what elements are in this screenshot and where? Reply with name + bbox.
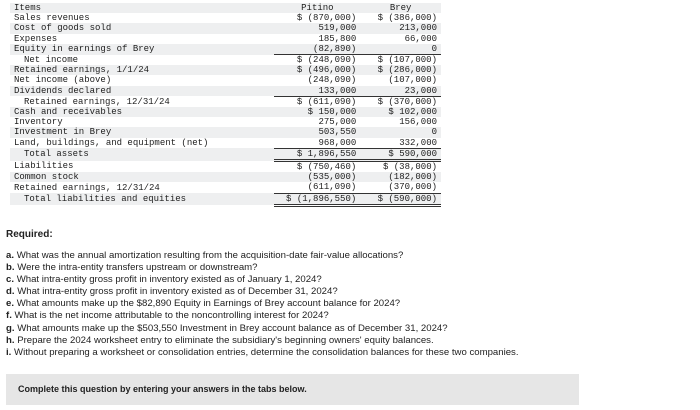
header-pitino: Pitino (274, 3, 360, 13)
pitino-value: (535,000) (274, 172, 360, 182)
row-label: Net income (10, 55, 274, 66)
table-row (10, 44, 441, 55)
question-letter: d. (6, 286, 15, 298)
pitino-value: 185,800 (274, 34, 360, 44)
table-row (10, 193, 441, 205)
question-text: What is the net income attributable to the noncontrolling interest for 2024? (14, 310, 329, 322)
question-letter: b. (6, 262, 15, 274)
brey-value: 23,000 (360, 86, 441, 97)
header-items: Items (10, 3, 274, 13)
question-item (6, 347, 519, 359)
brey-value: $ 590,000 (360, 148, 441, 160)
brey-value: (182,000) (360, 172, 441, 182)
table-row (10, 138, 441, 149)
question-text: What intra-entity gross profit in inventory existed as of January 1, 2024? (16, 274, 322, 286)
brey-value: 0 (360, 127, 441, 137)
row-label: Land, buildings, and equipment (net) (10, 138, 274, 149)
pitino-value: $ (750,460) (274, 161, 360, 173)
table-row (10, 34, 441, 44)
row-label: Equity in earnings of Brey (10, 44, 274, 55)
brey-value: 66,000 (360, 34, 441, 44)
table-header-row (10, 3, 441, 13)
question-letter: g. (6, 322, 15, 334)
row-label: Expenses (10, 34, 274, 44)
brey-value: 156,000 (360, 117, 441, 127)
question-text: Prepare the 2024 worksheet entry to eliminate the subsidiary's beginning owners' equity balances. (17, 334, 434, 346)
table-row (10, 117, 441, 127)
table-row (10, 107, 441, 117)
question-letter: a. (6, 250, 15, 261)
question-item (6, 298, 519, 310)
required-heading: Required: (6, 229, 53, 240)
table-row (10, 182, 441, 193)
row-label: Cash and receivables (10, 107, 274, 117)
row-label: Common stock (10, 172, 274, 182)
row-label: Inventory (10, 117, 274, 127)
question-list (6, 250, 519, 359)
table-row (10, 172, 441, 182)
pitino-value: 275,000 (274, 117, 360, 127)
question-item (6, 310, 519, 322)
row-label: Dividends declared (10, 86, 274, 97)
instruction-banner (6, 374, 579, 405)
instruction-text: Complete this question by entering your answers in the tabs below. (18, 384, 307, 394)
question-letter: h. (6, 334, 15, 346)
table-row (10, 65, 441, 75)
table-row (10, 75, 441, 85)
pitino-value: (82,890) (274, 44, 360, 55)
pitino-value: (248,090) (274, 75, 360, 85)
row-label: Net income (above) (10, 75, 274, 85)
pitino-value: 503,550 (274, 127, 360, 137)
brey-value: 213,000 (360, 23, 441, 33)
brey-value: 332,000 (360, 138, 441, 149)
row-label: Retained earnings, 12/31/24 (10, 182, 274, 193)
question-text: What amounts make up the $82,890 Equity in Earnings of Brey account balance for 2024? (16, 298, 401, 310)
pitino-value: $ (611,090) (274, 96, 360, 107)
row-label: Cost of goods sold (10, 23, 274, 33)
question-item (6, 335, 519, 347)
question-text: What intra-entity gross profit in inventory existed as of December 31, 2024? (17, 286, 338, 298)
question-item (6, 250, 519, 262)
question-letter: c. (6, 274, 15, 286)
pitino-value: $ (496,000) (274, 65, 360, 75)
question-text: What amounts make up the $503,550 Investment in Brey account balance as of December 31, 2024? (17, 322, 448, 334)
question-text: Were the intra-entity transfers upstream or downstream? (17, 262, 258, 274)
brey-value: $ (286,000) (360, 65, 441, 75)
pitino-value: 133,000 (274, 86, 360, 97)
pitino-value: $ 150,000 (274, 107, 360, 117)
table-row (10, 161, 441, 173)
row-label: Investment in Brey (10, 127, 274, 137)
pitino-value: $ (1,896,550) (274, 193, 360, 205)
row-label: Retained earnings, 12/31/24 (10, 96, 274, 107)
question-letter: i. (6, 346, 12, 358)
brey-value: 0 (360, 44, 441, 55)
brey-value: $ (370,000) (360, 96, 441, 107)
pitino-value: $ (248,090) (274, 55, 360, 66)
brey-value: $ (107,000) (360, 55, 441, 66)
question-text: Without preparing a worksheet or consolidation entries, determine the consolidation balances for these two companies. (14, 346, 519, 358)
pitino-value: $ (870,000) (274, 13, 360, 23)
brey-value: (107,000) (360, 75, 441, 85)
table-row (10, 13, 441, 23)
question-item (6, 262, 519, 274)
brey-value: $ 102,000 (360, 107, 441, 117)
question-item (6, 323, 519, 335)
question-item (6, 274, 519, 286)
row-label: Total assets (10, 148, 274, 160)
table-row (10, 127, 441, 137)
row-label: Sales revenues (10, 13, 274, 23)
header-brey: Brey (360, 3, 441, 13)
financial-table (10, 3, 441, 207)
table-row (10, 148, 441, 160)
pitino-value: $ 1,896,550 (274, 148, 360, 160)
row-label: Total liabilities and equities (10, 193, 274, 205)
table-row (10, 23, 441, 33)
question-letter: f. (6, 310, 12, 322)
question-item (6, 286, 519, 298)
table-row (10, 55, 441, 66)
brey-value: (370,000) (360, 182, 441, 193)
brey-value: $ (386,000) (360, 13, 441, 23)
question-letter: e. (6, 298, 15, 310)
table-row (10, 96, 441, 107)
pitino-value: 968,000 (274, 138, 360, 149)
row-label: Liabilities (10, 161, 274, 173)
pitino-value: (611,090) (274, 182, 360, 193)
pitino-value: 519,000 (274, 23, 360, 33)
brey-value: $ (590,000) (360, 193, 441, 205)
table-row (10, 86, 441, 97)
question-text: What was the annual amortization resulting from the acquisition-date fair-value allocations? (16, 250, 404, 261)
row-label: Retained earnings, 1/1/24 (10, 65, 274, 75)
brey-value: $ (38,000) (360, 161, 441, 173)
